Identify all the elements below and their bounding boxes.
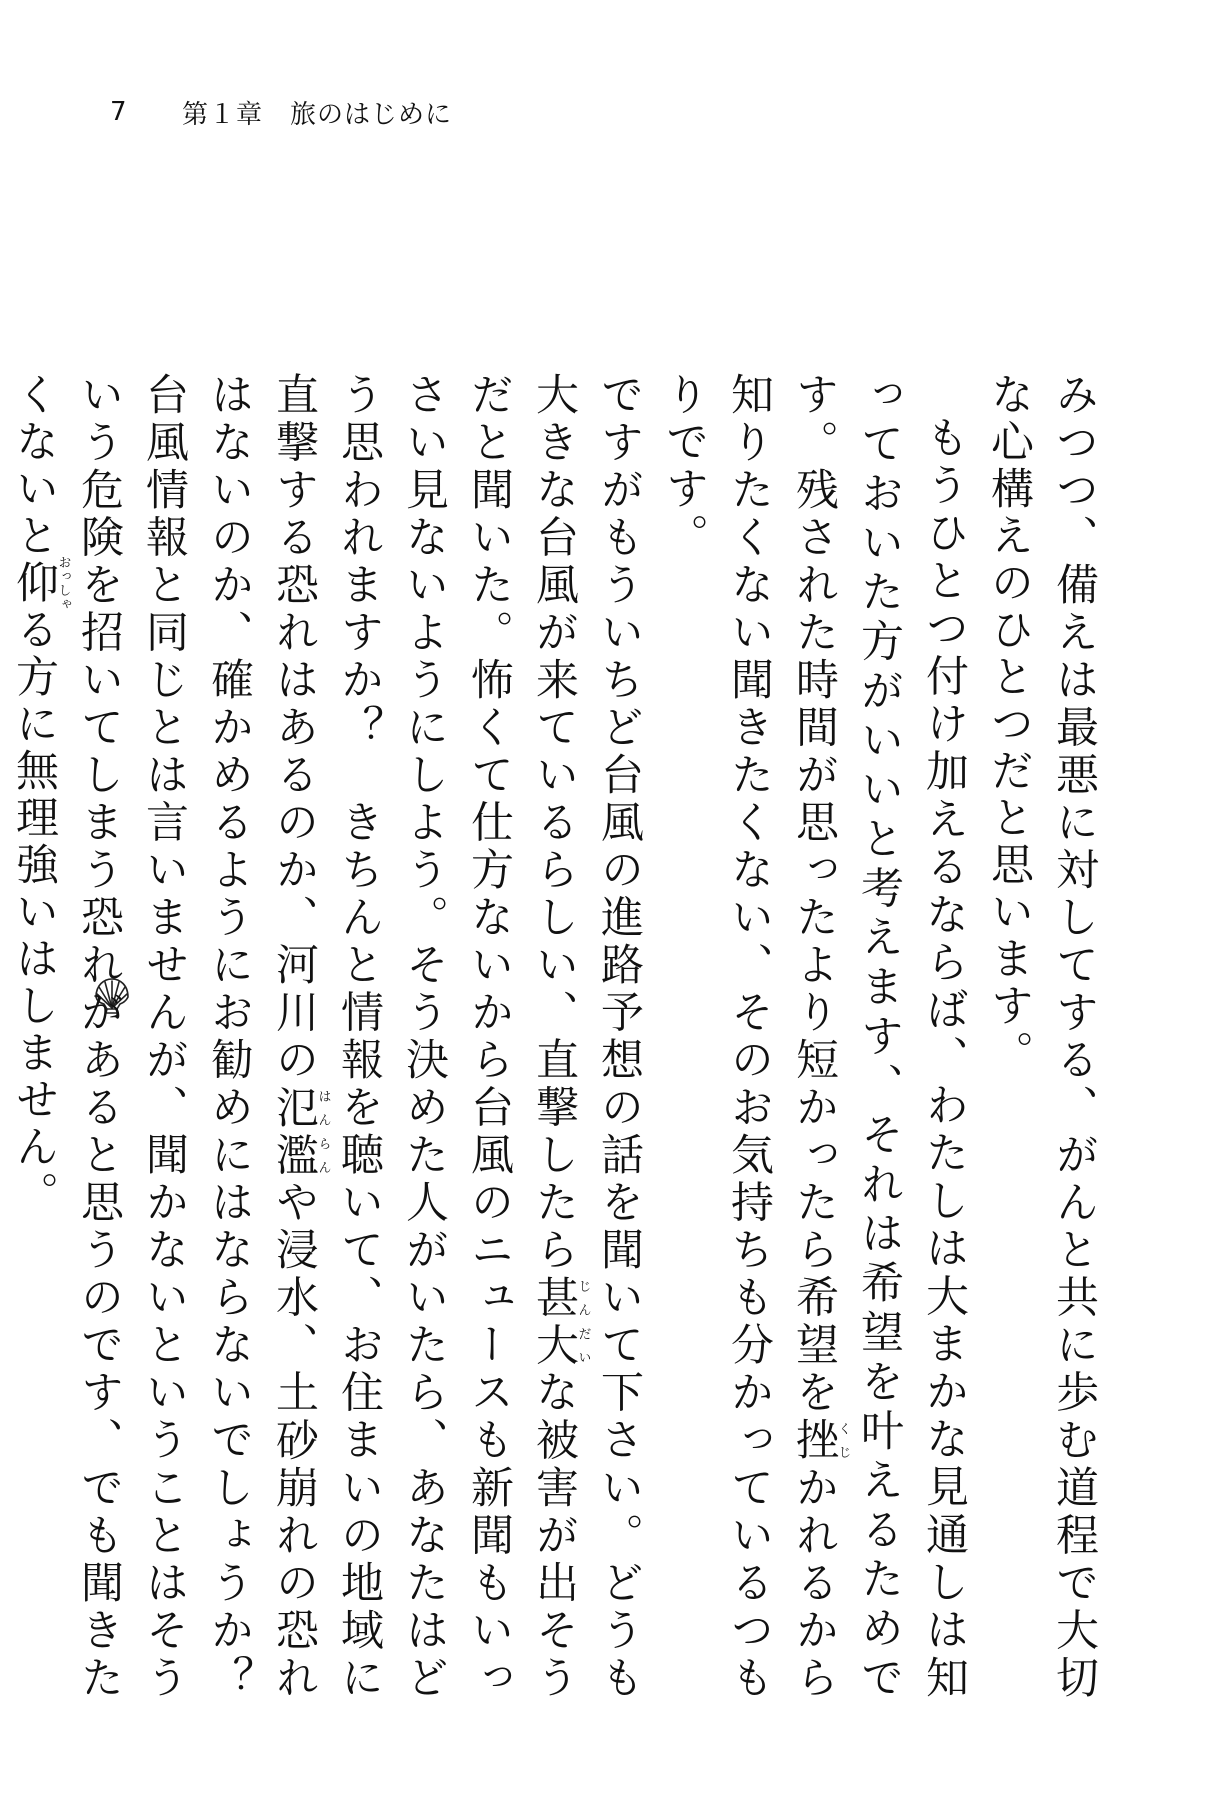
paragraph-3-text-d: る方に無理強いはしません。 — [9, 607, 59, 1218]
ruby-jindai — [529, 1274, 591, 1370]
ruby-reading: じんだい — [575, 1274, 591, 1370]
ruby-base: 仰 — [9, 555, 59, 612]
paragraph-3-text-b: な被害が出そうだと聞いた。怖くて仕方ないから台風のニュースも新聞もいっさい見ないようにしよう。そう決めた人がいたら、あなたはどう思われますか？ きちんと情報を聴いて、お住まいの地域に直撃する恐れはあるのか、河川の — [269, 372, 579, 1703]
page-number: 7 — [110, 97, 128, 127]
ruby-ossha — [9, 555, 71, 612]
ruby-hanran — [269, 1084, 331, 1180]
paragraph-3 — [1, 372, 651, 1749]
paragraph-1: みつつ、備えは最悪に対してする、がんと共に歩む道程で大切な心構えのひとつだと思います。 — [984, 372, 1099, 1703]
ruby-kuji — [789, 1417, 851, 1465]
paragraph-3-text-a: ですがもういちど台風の進路予想の話を聞いて下さい。どうも大きな台風が来ているらしい、直撃したら — [529, 372, 644, 1702]
ruby-base: 挫 — [789, 1417, 839, 1465]
ruby-reading: くじ — [835, 1417, 851, 1465]
body-text — [9, 372, 1106, 1749]
paragraph-2-text-b: かれるから知りたくない聞きたくない、そのお気持ちも分かっているつもりです。 — [659, 372, 839, 1703]
chapter-title: 第１章 旅のはじめに — [182, 99, 453, 130]
paragraph-2-text-a: もうひとつ付け加えるならば、わたしは大まかな見通しは知っておいた方がいいと考えます、それは希望を叶えるためです。残された時間が思ったより短かったら希望を — [789, 372, 969, 1703]
ruby-reading: はんらん — [315, 1084, 331, 1180]
running-header — [110, 92, 452, 132]
ruby-base: 氾濫 — [269, 1084, 319, 1180]
ruby-base: 甚大 — [529, 1274, 579, 1370]
paragraph-3-text-c: や浸水、土砂崩れの恐れはないのか、確かめるようにお勧めにはならないでしょうか？ 台風情報と同じとは言いませんが、聞かないということはそういう危険を招いてしまう恐れがあると思うのです、でも聞きたくないと — [9, 372, 319, 1749]
paragraph-2 — [651, 372, 976, 1702]
ruby-reading: おっしゃ — [55, 555, 71, 612]
